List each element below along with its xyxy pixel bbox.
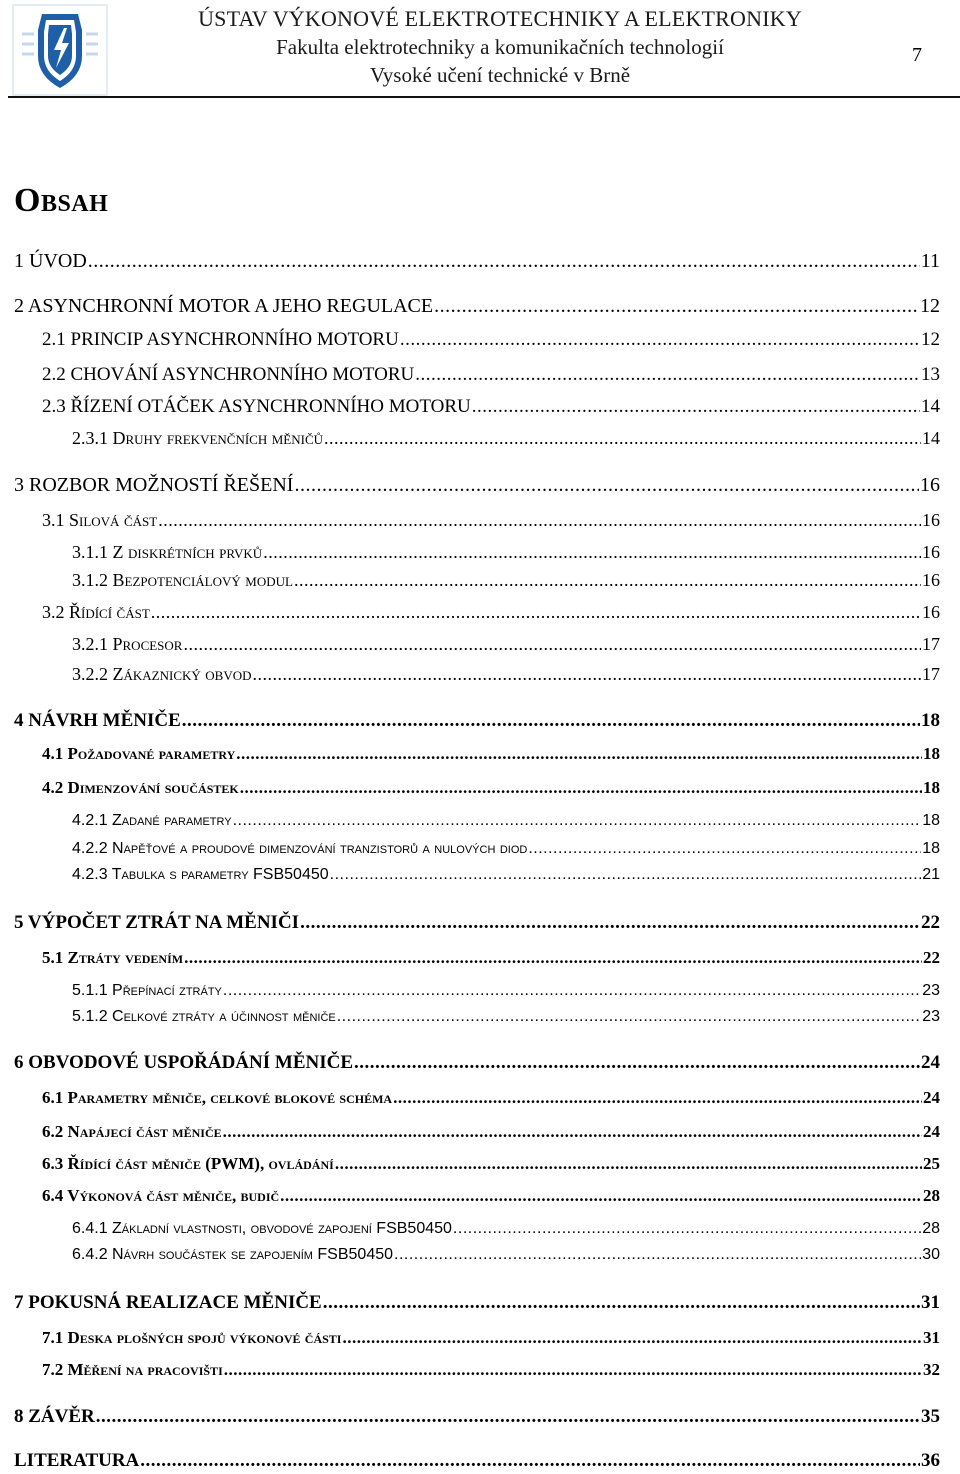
toc-entry-4-2-3[interactable] (72, 866, 940, 884)
toc-entry-label: 5.1.1 Přepínací ztráty (72, 982, 222, 999)
faculty-name: Fakulta elektrotechniky a komunikačních technologií (276, 35, 724, 59)
toc-entry-label: 6.4 Výkonová část měniče, budič (42, 1186, 280, 1205)
toc-entry-page: 16 (922, 542, 940, 562)
leader-dots (233, 812, 922, 830)
toc-entry-3-2-2[interactable] (72, 664, 940, 685)
leader-dots (158, 510, 921, 531)
leader-dots (354, 1052, 920, 1074)
toc-entry-label: 1 ÚVOD (14, 250, 87, 272)
toc-entry-page: 25 (923, 1154, 940, 1173)
toc-entry-page: 18 (921, 710, 940, 731)
toc-entry-label: 3.1.1 Z diskrétních prvků (72, 542, 263, 562)
toc-entry-label: 7 POKUSNÁ REALIZACE MĚNIČE (14, 1292, 322, 1313)
leader-dots (453, 1220, 921, 1238)
toc-entry-8[interactable] (14, 1406, 940, 1428)
toc-entry-page: 22 (923, 948, 940, 967)
header-divider (8, 96, 960, 98)
toc-entry-page: 13 (921, 364, 940, 385)
toc-entry-label: 7.1 Deska plošných spojů výkonové části (42, 1328, 342, 1347)
toc-entry-5[interactable] (14, 912, 940, 934)
toc-entry-7[interactable] (14, 1292, 940, 1314)
leader-dots (140, 1450, 920, 1472)
toc-entry-3-1-2[interactable] (72, 570, 940, 591)
toc-entry-label: 6.4.1 Základní vlastnosti, obvodové zapojení FSB50450 (72, 1220, 452, 1237)
toc-entry-label: 5.1.2 Celkové ztráty a účinnost měniče (72, 1008, 336, 1025)
toc-entry-page: 16 (922, 602, 940, 622)
leader-dots (337, 1008, 921, 1026)
leader-dots (472, 396, 920, 418)
page-number: 7 (912, 44, 922, 66)
toc-entry-page: 16 (920, 474, 940, 496)
toc-entry-5-1-2[interactable] (72, 1008, 940, 1026)
leader-dots (323, 1292, 920, 1314)
leader-dots (236, 744, 922, 764)
toc-entry-page: 23 (922, 982, 940, 999)
page-header (0, 0, 960, 100)
toc-entry-page: 21 (922, 866, 940, 883)
leader-dots (96, 1406, 920, 1428)
toc-entry-3-2-1[interactable] (72, 634, 940, 655)
toc-entry-2-2[interactable] (42, 364, 940, 386)
toc-entry-label: 3 ROZBOR MOŽNOSTÍ ŘEŠENÍ (14, 474, 294, 496)
toc-entry-label: 4.2.3 Tabulka s parametry FSB50450 (72, 866, 329, 883)
leader-dots (300, 912, 920, 934)
toc-entry-label: 4.2.1 Zadané parametry (72, 812, 232, 829)
toc-entry-6-2[interactable] (42, 1122, 940, 1142)
toc-entry-page: 30 (922, 1246, 940, 1263)
toc-entry-label: 6.4.2 Návrh součástek se zapojením FSB50450 (72, 1246, 394, 1263)
toc-entry-7-1[interactable] (42, 1328, 940, 1348)
toc-entry-5-1-1[interactable] (72, 982, 940, 1000)
leader-dots (151, 602, 921, 623)
toc-entry-label: 2 ASYNCHRONNÍ MOTOR A JEHO REGULACE (14, 295, 434, 317)
toc-entry-label: 4.1 Požadované parametry (42, 744, 236, 763)
leader-dots (88, 250, 920, 273)
toc-entry-page: 12 (921, 329, 940, 350)
toc-entry-2-3[interactable] (42, 396, 940, 418)
toc-entry-3-2[interactable] (42, 602, 940, 623)
toc-entry-page: 22 (921, 912, 940, 933)
toc-entry-label: 6.1 Parametry měniče, celkové blokové schéma (42, 1088, 393, 1107)
toc-entry-page: 18 (922, 812, 940, 829)
leader-dots (342, 1328, 922, 1348)
toc-entry-4-2[interactable] (42, 778, 940, 798)
toc-entry-page: 18 (922, 840, 940, 857)
toc-entry-label: 3.2.2 Zákaznický obvod (72, 664, 252, 684)
toc-entry-2-1[interactable] (42, 329, 940, 351)
toc-entry-3-1-1[interactable] (72, 542, 940, 563)
university-name: Vysoké učení technické v Brně (369, 63, 631, 87)
leader-dots (253, 664, 922, 685)
toc-entry-page: 32 (923, 1360, 940, 1379)
toc-entry-label: 5 VÝPOČET ZTRÁT NA MĚNIČI (14, 912, 300, 933)
toc-entry-label: 8 ZÁVĚR (14, 1406, 95, 1427)
toc-entry-label: 4.2.2 Napěťové a proudové dimenzování tranzistorů a nulových diod (72, 840, 528, 857)
university-logo-icon (12, 4, 108, 96)
leader-dots (294, 570, 921, 591)
toc-entry-page: 11 (920, 250, 940, 272)
toc-entry-page: 24 (923, 1122, 940, 1141)
institute-name: ÚSTAV VÝKONOVÉ ELEKTROTECHNIKY A ELEKTRONIKY (198, 6, 802, 31)
toc-entry-page: 36 (921, 1450, 940, 1471)
toc-entry-page: 35 (921, 1406, 940, 1427)
toc-entry-1[interactable] (14, 250, 940, 273)
toc-entry-label: 6 OBVODOVÉ USPOŘÁDÁNÍ MĚNIČE (14, 1052, 354, 1073)
leader-dots (294, 474, 919, 497)
toc-entry-2[interactable] (14, 295, 940, 318)
leader-dots (528, 840, 921, 858)
toc-entry-4-2-2[interactable] (72, 840, 940, 858)
toc-entry-label: 3.1.2 Bezpotenciálový modul (72, 570, 293, 590)
toc-entry-page: 31 (923, 1328, 940, 1347)
leader-dots (324, 428, 921, 449)
toc-entry-label: 3.1 Silová část (42, 510, 158, 530)
toc-entry-4-2-1[interactable] (72, 812, 940, 830)
toc-entry-page: 28 (922, 1220, 940, 1237)
toc-entry-page: 24 (921, 1052, 940, 1073)
toc-entry-6-4-2[interactable] (72, 1246, 940, 1264)
toc-entry-6[interactable] (14, 1052, 940, 1074)
institution-header (150, 5, 850, 89)
leader-dots (263, 542, 921, 563)
toc-entry-page: 28 (923, 1186, 940, 1205)
toc-entry-page: 31 (921, 1292, 940, 1313)
toc-entry-2-3-1[interactable] (72, 428, 940, 449)
toc-entry-page: 12 (920, 295, 940, 317)
toc-entry-label: 2.1 PRINCIP ASYNCHRONNÍHO MOTORU (42, 329, 399, 350)
leader-dots (434, 295, 919, 318)
toc-entry-page: 17 (922, 634, 940, 654)
toc-entry-page: 18 (923, 744, 940, 763)
toc-entry-5-1[interactable] (42, 948, 940, 968)
toc-entry-6-1[interactable] (42, 1088, 940, 1108)
toc-entry-label: 2.3.1 Druhy frekvenčních měničů (72, 428, 324, 448)
toc-entry-label: 2.3 ŘÍZENÍ OTÁČEK ASYNCHRONNÍHO MOTORU (42, 396, 471, 417)
toc-entry-label: 4 NÁVRH MĚNIČE (14, 710, 181, 731)
leader-dots (335, 1154, 922, 1174)
toc-entry-label: 3.2.1 Procesor (72, 634, 183, 654)
leader-dots (394, 1246, 921, 1264)
toc-entry-label: 7.2 Měření na pracovišti (42, 1360, 223, 1379)
toc-title: Obsah (14, 182, 109, 219)
toc-entry-6-3[interactable] (42, 1154, 940, 1174)
toc-entry-4-1[interactable] (42, 744, 940, 764)
leader-dots (184, 948, 922, 968)
toc-entry-page: 14 (921, 396, 940, 417)
leader-dots (415, 364, 920, 386)
toc-entry-label: 5.1 Ztráty vedením (42, 948, 184, 967)
leader-dots (223, 1122, 922, 1142)
toc-entry-7-2[interactable] (42, 1360, 940, 1380)
toc-entry-page: 16 (922, 510, 940, 530)
toc-entry-6-4[interactable] (42, 1186, 940, 1206)
toc-entry-literature[interactable] (14, 1450, 940, 1472)
leader-dots (183, 634, 921, 655)
toc-entry-label: 6.3 Řídící část měniče (PWM), ovládání (42, 1154, 334, 1173)
leader-dots (240, 778, 922, 798)
toc-entry-label: 3.2 Řídící část (42, 602, 150, 622)
toc-entry-label: 2.2 CHOVÁNÍ ASYNCHRONNÍHO MOTORU (42, 364, 415, 385)
toc-entry-label: 4.2 Dimenzování součástek (42, 778, 239, 797)
toc-entry-4[interactable] (14, 710, 940, 732)
toc-entry-page: 16 (922, 570, 940, 590)
leader-dots (223, 982, 921, 1000)
leader-dots (182, 710, 920, 732)
toc-entry-6-4-1[interactable] (72, 1220, 940, 1238)
toc-entry-3[interactable] (14, 474, 940, 497)
toc-entry-page: 18 (923, 778, 940, 797)
toc-entry-page: 24 (923, 1088, 940, 1107)
toc-entry-page: 23 (922, 1008, 940, 1025)
toc-entry-page: 14 (922, 428, 940, 448)
toc-entry-label: 6.2 Napájecí část měniče (42, 1122, 222, 1141)
toc-entry-3-1[interactable] (42, 510, 940, 531)
toc-entry-label: LITERATURA (14, 1450, 140, 1471)
leader-dots (280, 1186, 922, 1206)
toc-entry-page: 17 (922, 664, 940, 684)
leader-dots (393, 1088, 922, 1108)
leader-dots (224, 1360, 922, 1380)
leader-dots (400, 329, 920, 351)
leader-dots (330, 866, 922, 884)
